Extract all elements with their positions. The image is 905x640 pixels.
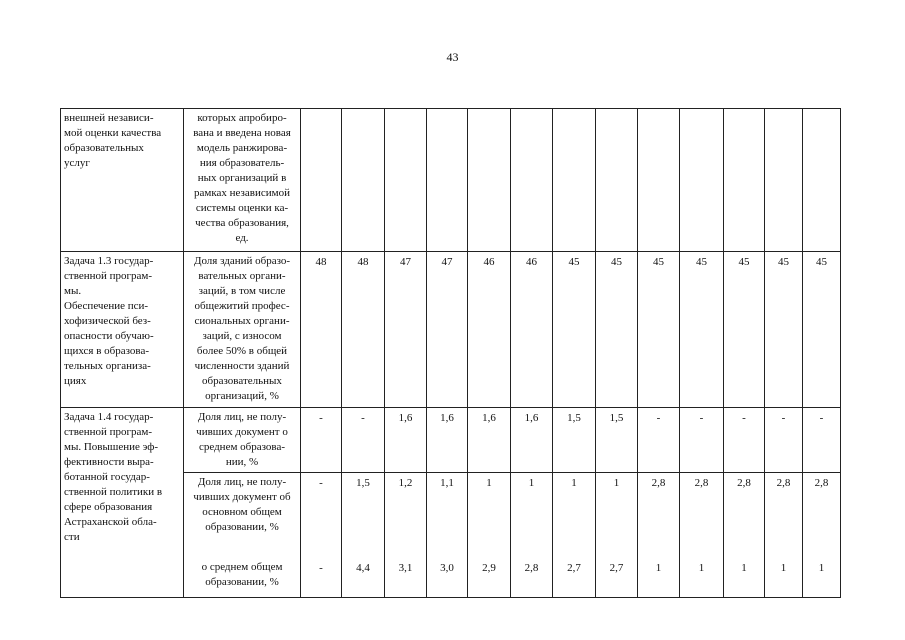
value-cell — [468, 109, 511, 252]
value-cell: - — [301, 473, 342, 558]
value-cell: 2,7 — [553, 558, 596, 598]
value-cell — [724, 109, 765, 252]
task-cell: Задача 1.4 государ- ственной програм- мы. Повышение эф- фективности выра- ботанной государ- ственной политики в сфере образования Астраханской обла- сти — [61, 408, 184, 598]
value-cell: 48 — [301, 252, 342, 408]
value-cell: 2,8 — [511, 558, 553, 598]
value-cell: 1 — [511, 473, 553, 558]
task-cell: внешней независи- мой оценки качества образовательных услуг — [61, 109, 184, 252]
indicator-cell: которых апробиро- вана и введена новая модель ранжирова- ния образователь- ных организаций в рамках независимой системы оценки ка- чества образования, ед. — [184, 109, 301, 252]
indicator-cell: Доля лиц, не полу- чивших документ об основном общем образовании, % — [184, 473, 301, 558]
value-cell: 2,8 — [680, 473, 724, 558]
indicators-table — [60, 108, 841, 598]
indicator-cell: о среднем общем образовании, % — [184, 558, 301, 598]
value-cell: 3,0 — [427, 558, 468, 598]
indicator-cell: Доля зданий образо- вательных органи- заций, в том числе общежитий профес- сиональных органи- заций, с износом более 50% в общей численности зданий образовательных организаций, % — [184, 252, 301, 408]
value-cell: 45 — [803, 252, 841, 408]
value-cell: - — [301, 558, 342, 598]
value-cell: - — [724, 408, 765, 473]
value-cell — [680, 109, 724, 252]
value-cell: - — [638, 408, 680, 473]
value-cell — [301, 109, 342, 252]
value-cell: - — [680, 408, 724, 473]
value-cell: - — [765, 408, 803, 473]
value-cell: 2,8 — [803, 473, 841, 558]
value-cell: 1 — [765, 558, 803, 598]
value-cell: 45 — [680, 252, 724, 408]
table-row — [61, 408, 841, 473]
value-cell: 1 — [803, 558, 841, 598]
value-cell: 3,1 — [385, 558, 427, 598]
value-cell: 48 — [342, 252, 385, 408]
value-cell: 1,6 — [468, 408, 511, 473]
value-cell: 45 — [553, 252, 596, 408]
value-cell: 2,8 — [638, 473, 680, 558]
value-cell — [342, 109, 385, 252]
value-cell: 45 — [638, 252, 680, 408]
table-row — [61, 109, 841, 252]
value-cell: 47 — [385, 252, 427, 408]
value-cell — [765, 109, 803, 252]
value-cell: 1,5 — [553, 408, 596, 473]
indicator-cell: Доля лиц, не полу- чивших документ о среднем образова- нии, % — [184, 408, 301, 473]
value-cell: 45 — [765, 252, 803, 408]
value-cell: 1,2 — [385, 473, 427, 558]
value-cell: 2,8 — [765, 473, 803, 558]
value-cell: 2,7 — [596, 558, 638, 598]
value-cell: 1,6 — [385, 408, 427, 473]
value-cell: 1 — [680, 558, 724, 598]
value-cell: 1,5 — [596, 408, 638, 473]
page-number: 43 — [446, 50, 459, 64]
value-cell: 46 — [511, 252, 553, 408]
value-cell: 1 — [724, 558, 765, 598]
value-cell: 1,1 — [427, 473, 468, 558]
value-cell — [638, 109, 680, 252]
value-cell: 45 — [724, 252, 765, 408]
value-cell: 2,8 — [724, 473, 765, 558]
value-cell: 1 — [638, 558, 680, 598]
value-cell — [427, 109, 468, 252]
value-cell: 1 — [596, 473, 638, 558]
value-cell: 45 — [596, 252, 638, 408]
value-cell: 47 — [427, 252, 468, 408]
table-row — [61, 252, 841, 408]
value-cell: 46 — [468, 252, 511, 408]
value-cell: 1,6 — [427, 408, 468, 473]
value-cell: 1 — [553, 473, 596, 558]
value-cell — [553, 109, 596, 252]
value-cell: - — [301, 408, 342, 473]
value-cell — [385, 109, 427, 252]
value-cell — [511, 109, 553, 252]
value-cell: 2,9 — [468, 558, 511, 598]
value-cell: 1 — [468, 473, 511, 558]
value-cell: 1,5 — [342, 473, 385, 558]
value-cell — [596, 109, 638, 252]
value-cell: - — [342, 408, 385, 473]
value-cell: - — [803, 408, 841, 473]
value-cell: 1,6 — [511, 408, 553, 473]
task-cell: Задача 1.3 государ- ственной програм- мы. Обеспечение пси- хофизической без- опасности обучаю- щихся в образова- тельных организа- циях — [61, 252, 184, 408]
value-cell — [803, 109, 841, 252]
value-cell: 4,4 — [342, 558, 385, 598]
